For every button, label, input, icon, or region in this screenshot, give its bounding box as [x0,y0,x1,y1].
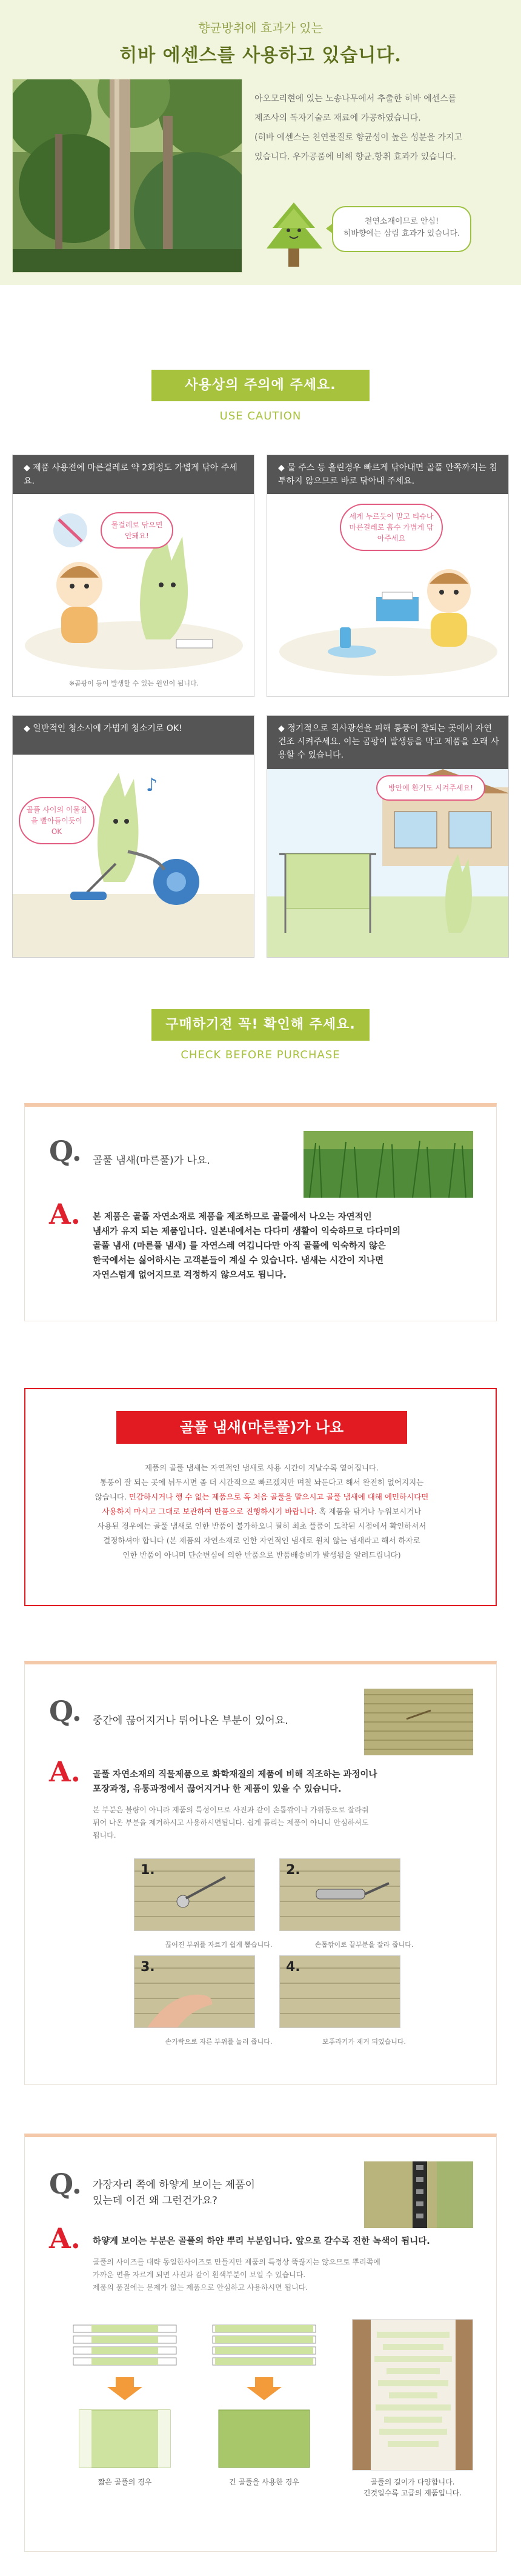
qa-explanation-line: 본 부분은 불량이 아니라 제품의 특성이므로 사진과 같이 손톱깎이나 가위등으로 잘라줘 [93,1806,369,1814]
step-number: 2. [286,1863,300,1878]
qa-question: 중간에 끊어지거나 튀어나온 부분이 있어요. [93,1715,288,1727]
qa-broken-strands [24,1661,497,2085]
step-caption: 끊어진 부위를 자르기 쉽게 뽑습니다. [165,1941,273,1949]
hero-title: 히바 에센스를 사용하고 있습니다. [119,45,402,66]
caution-card-note: ※곰팡이 등이 발생할 수 있는 원인이 됩니다. [68,679,199,687]
long-rush-label: 긴 골풀을 사용한 경우 [229,2478,299,2486]
qa-answer-line: 자연스럽게 없어지므로 걱정하지 않으셔도 됩니다. [93,1270,287,1280]
caution-bubble: 세게 누르듯이 말고 티슈나 마른걸레로 흡수 가볍게 닦아주세요 [340,504,443,551]
hero-paragraph: 제조사의 독자기술로 재료에 가공하였습니다. [254,113,421,123]
short-rush-diagram [67,2319,182,2471]
qa-answer-line: 한국에서는 싫어하시는 고객분들이 계실 수 있습니다. 냄새는 시간이 지나면 [93,1256,384,1266]
step-number: 1. [141,1863,155,1878]
notice-line: 통풍이 잘 되는 곳에 뉘두시면 좀 더 시간적으로 빠르겠지만 며칠 놔둔다고 해서 완전히 없어지지는 [99,1478,424,1487]
qa-white-edges [24,2134,497,2552]
qa-question-line: 가장자리 쪽에 하얗게 보이는 제품이 [93,2179,255,2191]
step-number: 4. [286,1960,300,1975]
svg-text:♪: ♪ [146,775,158,796]
mat-close-up-photo [364,1689,473,1755]
answer-mark-label: A. [49,1755,81,1788]
caution-heading: 사용상의 주의에 주세요. [151,370,370,401]
short-rush-label: 짧은 골풀의 경우 [98,2478,152,2486]
notice-highlight: 사용하지 마시고 그대로 보관하여 반품으로 진행하시기 바랍니다. [102,1507,317,1516]
notice-line [50,1490,474,1504]
step-photo-4 [279,1955,400,2028]
notice-line [50,1504,474,1519]
step-photo-1 [134,1858,255,1931]
smell-notice-body [50,1461,474,1563]
caution-card-dry-wipe [12,455,254,697]
notice-line: 결정하셔야 합니다 (본 제품의 자연소재로 인한 자연적인 냄새로 원치 않는 냄새라고 해서 하자로 [103,1536,420,1545]
qa-question-line: 있는데 이건 왜 그런건가요? [93,2195,217,2207]
answer-mark-label: A. [49,2222,81,2255]
grass-field-photo [304,1131,473,1198]
rush-caption-line: 긴것일수록 고급의 제품입니다. [363,2489,462,2497]
answer-mark-label: A. [49,1198,81,1230]
qa-explanation-line: 골풀의 사이즈를 대략 동일한사이즈로 만들지만 제품의 특정상 뚝끊지는 않으므로 뿌리쪽에 [93,2258,380,2266]
qa-answer-line: 본 제품은 골풀 자연소재로 제품을 제조하므로 골풀에서 나오는 자연적인 [93,1212,372,1222]
smell-notice-box [24,1388,497,1606]
caution-bubble: 방안에 환기도 시켜주세요! [376,775,485,801]
caution-card-text: ◆ 정기적으로 직사광선을 피해 통풍이 잘되는 곳에서 자연건조 시켜주세요. 이는 곰팡이 발생등을 막고 제품을 오래 사용할 수 있습니다. [267,716,509,769]
qa-grass-smell [24,1103,497,1321]
qa-explanation [93,1804,480,1842]
caution-card-vacuum [12,715,254,958]
caution-bubble: 물걸레로 닦으면 안돼요! [101,512,173,549]
question-mark-label: Q. [49,1135,82,1167]
qa-explanation-line: 제품의 품질에는 문제가 없는 제품으로 안심하고 사용하시면 됩니다. [93,2283,308,2292]
qa-explanation-line: 가까운 면을 자르게 되면 사진과 같이 흰색부분이 보일 수 있습니다. [93,2271,306,2279]
qa-answer [93,1767,480,1797]
hero-description [254,90,509,167]
qa-answer [93,1210,480,1283]
step-caption: 손가락으로 자른 부위를 눌러 줍니다. [165,2038,273,2046]
hero-speech-bubble [332,206,471,252]
notice-line: 제품의 골풀 냄새는 자연적인 냄새로 사용 시간이 지날수록 옅어집니다. [145,1463,379,1472]
caution-card-text: ◆ 제품 사용전에 마른걸레로 약 2회정도 가볍게 닦아 주세요. [13,455,254,494]
rush-caption-line: 골풀의 길이가 다양합니다. [370,2478,455,2486]
caution-subheading: USE CAUTION [219,410,302,422]
qa-answer: 하얗게 보이는 부분은 골풀의 하얀 뿌리 부분입니다. 앞으로 갈수록 진한 녹색이 됩니다. [93,2237,430,2246]
step-number: 3. [141,1960,155,1975]
step-photo-3 [134,1955,255,2028]
caution-card-text: ◆ 물 주스 등 흘린경우 빠르게 닦아내면 골풀 안쪽까지는 침투하지 않으므로 바로 닦아내 주세요. [267,455,509,494]
qa-answer-line: 골풀 냄새 (마른풀 냄새) 를 자연스레 여깁니다만 아직 골풀에 익숙하지 않은 [93,1241,386,1251]
rush-length-photo [352,2319,473,2471]
step-caption: 보푸라기가 제거 되었습니다. [322,2038,406,2046]
hero-paragraph: 아오모리현에 있는 노송나무에서 추출한 히바 에센스를 [254,94,457,104]
baby-mascot-illustration [13,494,254,697]
notice-line: 사용된 경우에는 골풀 냄새로 인한 반품이 불가하오니 필히 최초 플품이 도착된 시점에서 확인하셔서 [97,1521,426,1530]
check-heading: 구매하기전 꼭! 확인해 주세요. [151,1009,370,1041]
cypress-forest-photo [12,79,242,273]
hero-section [0,0,521,285]
question-mark-label: Q. [49,2167,82,2200]
notice-line: 인한 반품이 아니며 단순변심에 의한 반품으로 반품배송비가 발생됨을 알려드립니다) [122,1550,401,1560]
long-rush-diagram [207,2319,322,2471]
step-caption: 손톱깎이로 끝부분을 잘라 줍니다. [314,1941,414,1949]
smell-notice-title: 골풀 냄새(마른풀)가 나요 [116,1411,407,1444]
notice-highlight: 민감하시거나 행 수 없는 제품으로 혹 처음 골풀을 맡으시고 골풀 냄새에 대해 예민하시다면 [128,1492,429,1501]
caution-bubble: 골풀 사이의 이물질을 빨아들이듯이 OK [19,797,95,844]
mat-edge-photo [364,2161,473,2228]
qa-answer-line: 골풀 자연소재의 직물제품으로 화학재질의 제품에 비해 직조하는 과정이나 [93,1770,377,1780]
spill-cleanup-illustration [267,494,509,697]
question-mark-label: Q. [49,1695,82,1727]
caution-card-spill [267,455,509,697]
step-photo-2 [279,1858,400,1931]
caution-card-text: ◆ 일반적인 청소시에 가볍게 청소기로 OK! [13,716,254,755]
hero-paragraph: (히바 에센스는 천연물질로 향균성이 높은 성분을 가지고 [254,133,463,142]
rush-length-caption [352,2477,473,2498]
hero-kicker: 향균방취에 효과가 있는 [198,21,323,35]
hero-paragraph: 있습니다. 우가공품에 비해 향균.항취 효과가 있습니다. [254,152,457,162]
qa-explanation [93,2256,486,2294]
notice-text: 혹 제품을 닦거나 누워보시거나 [316,1507,422,1516]
qa-explanation-line: 됩니다. [93,1831,116,1840]
vacuum-illustration [13,755,254,958]
hero-bubble-line: 천연소재이므로 안심! [364,217,439,226]
qa-answer-line: 냄새가 유지 되는 제품입니다. 일본내에서는 다다미 생활이 익숙하므로 다다미의 [93,1227,401,1236]
qa-explanation-line: 튀어 나온 부분을 제거하시고 사용하시면됩니다. 쉽게 풀리는 제품이 아니니 안심하셔도 [93,1818,369,1827]
tree-mascot-icon [254,200,333,273]
qa-question: 골풀 냄새(마른풀)가 나요. [93,1155,210,1167]
qa-question [93,2177,255,2209]
caution-card-air-dry [267,715,509,958]
notice-text: 않습니다. [95,1492,129,1501]
drying-illustration [267,769,509,958]
hero-bubble-line: 히바향에는 삼림 효과가 있습니다. [343,229,460,238]
check-subheading: CHECK BEFORE PURCHASE [181,1049,340,1061]
qa-answer-line: 포장과정, 유통과정에서 끊어지거나 한 제품이 있을 수 있습니다. [93,1784,342,1794]
